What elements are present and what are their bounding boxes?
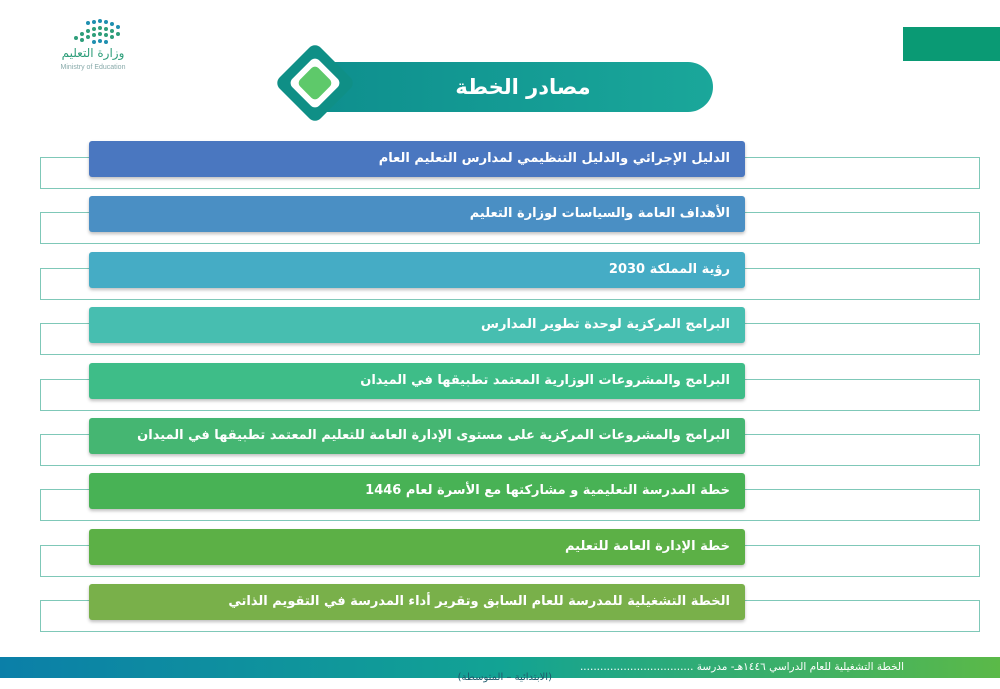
source-label: رؤية المملكة 2030: [608, 262, 730, 277]
footer-stage-text: (الابتدائية – المتوسطة): [457, 672, 552, 683]
source-item: [40, 584, 980, 632]
source-item: [40, 196, 980, 244]
ministry-logo: [38, 18, 148, 80]
source-item: [40, 141, 980, 189]
logo-dots-icon: [68, 18, 128, 46]
source-label: الأهداف العامة والسياسات لوزارة التعليم: [469, 206, 730, 221]
source-label: البرامج المركزية لوحدة تطوير المدارس: [481, 317, 730, 332]
logo-english-text: Ministry of Education: [60, 64, 126, 71]
page-title: مصادر الخطة: [455, 75, 591, 99]
source-label: خطة الإدارة العامة للتعليم: [564, 539, 730, 554]
footer-plan-text: الخطة التشغيلية للعام الدراسي ١٤٤٦هـ- مدرسة ..................................: [579, 661, 904, 673]
source-label: البرامج والمشروعات الوزارية المعتمد تطبيقها في الميدان: [360, 373, 730, 388]
source-item: [40, 418, 980, 466]
source-label: الخطة التشغيلية للمدرسة للعام السابق وتقرير أداء المدرسة في التقويم الذاتي: [228, 594, 730, 609]
source-item: [40, 473, 980, 521]
source-label: الدليل الإجرائي والدليل التنظيمي لمدارس التعليم العام: [378, 151, 730, 166]
source-label: خطة المدرسة التعليمية و مشاركتها مع الأسرة لعام 1446: [365, 483, 730, 498]
logo-arabic-text: وزارة التعليم: [61, 46, 125, 60]
source-label: البرامج والمشروعات المركزية على مستوى الإدارة العامة للتعليم المعتمد تطبيقها في الميدان: [137, 428, 730, 443]
source-item: [40, 363, 980, 411]
corner-tab: [903, 27, 1000, 61]
source-item: [40, 529, 980, 577]
source-item: [40, 252, 980, 300]
source-item: [40, 307, 980, 355]
